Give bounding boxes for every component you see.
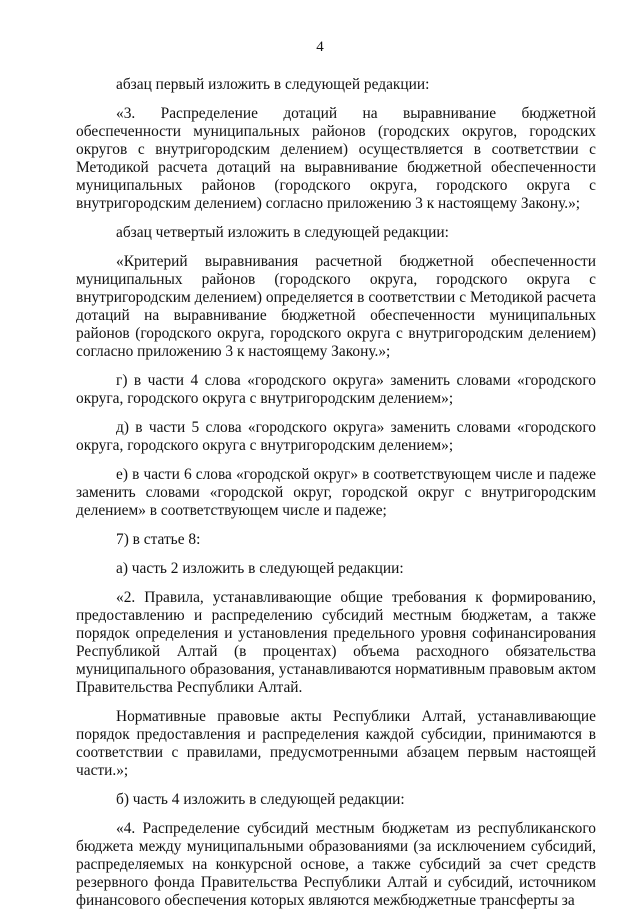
paragraph-6: д) в части 5 слова «городского округа» заменить словами «городского округа, городского округа с внутригородским делением»; [76, 419, 596, 454]
paragraph-8: 7) в статье 8: [116, 531, 201, 548]
paragraph-12: б) часть 4 изложить в следующей редакции: [116, 791, 405, 808]
document-body [76, 76, 596, 910]
paragraph-10: «2. Правила, устанавливающие общие требования к формированию, предоставлению и распределению субсидий местным бюджетам, а также порядок определения и установления предельного уровня софинансирования Республикой Алтай (в процентах) объема расходного обязательства муниципального образования, устанавливаются нормативным правовым актом Правительства Республики Алтай. [76, 589, 596, 696]
paragraph-5: г) в части 4 слова «городского округа» заменить словами «городского округа, городского округа с внутригородским делением»; [76, 372, 596, 407]
paragraph-7: е) в части 6 слова «городской округ» в соответствующем числе и падеже заменить словами «городской округ, городской округ с внутригородским делением» в соответствующем числе и падеже; [76, 466, 596, 519]
paragraph-3: абзац четвертый изложить в следующей редакции: [116, 224, 449, 241]
page-number: 4 [316, 39, 324, 55]
paragraph-2: «3. Распределение дотаций на выравнивание бюджетной обеспеченности муниципальных районов (городских округов, городских округов с внутригородским делением) осуществляется в соответствии с Методикой расчета дотаций на выравнивание бюджетной обеспеченности муниципальных районов (городского округа, городского округа с внутригородским делением) согласно приложению 3 к настоящему Закону.»; [76, 105, 596, 212]
paragraph-9: а) часть 2 изложить в следующей редакции: [116, 560, 404, 577]
paragraph-4: «Критерий выравнивания расчетной бюджетной обеспеченности муниципальных районов (городского округа, городского округа с внутригородским делением) определяется в соответствии с Методикой расчета дотаций на выравнивание бюджетной обеспеченности муниципальных районов (городского округа, городского округа с внутригородским делением) согласно приложению 3 к настоящему Закону.»; [76, 253, 596, 360]
paragraph-1: абзац первый изложить в следующей редакции: [116, 76, 430, 93]
paragraph-13: «4. Распределение субсидий местным бюджетам из республиканского бюджета между муниципальными образованиями (за исключением субсидий, распределяемых на конкурсной основе, а также субсидий за счет средств резервного фонда Правительства Республики Алтай и субсидий, источником финансового обеспечения которых являются межбюджетные трансферты за [76, 820, 596, 909]
paragraph-11: Нормативные правовые акты Республики Алтай, устанавливающие порядок предоставления и распределения каждой субсидии, принимаются в соответствии с правилами, предусмотренными абзацем первым настоящей части.»; [76, 708, 596, 779]
